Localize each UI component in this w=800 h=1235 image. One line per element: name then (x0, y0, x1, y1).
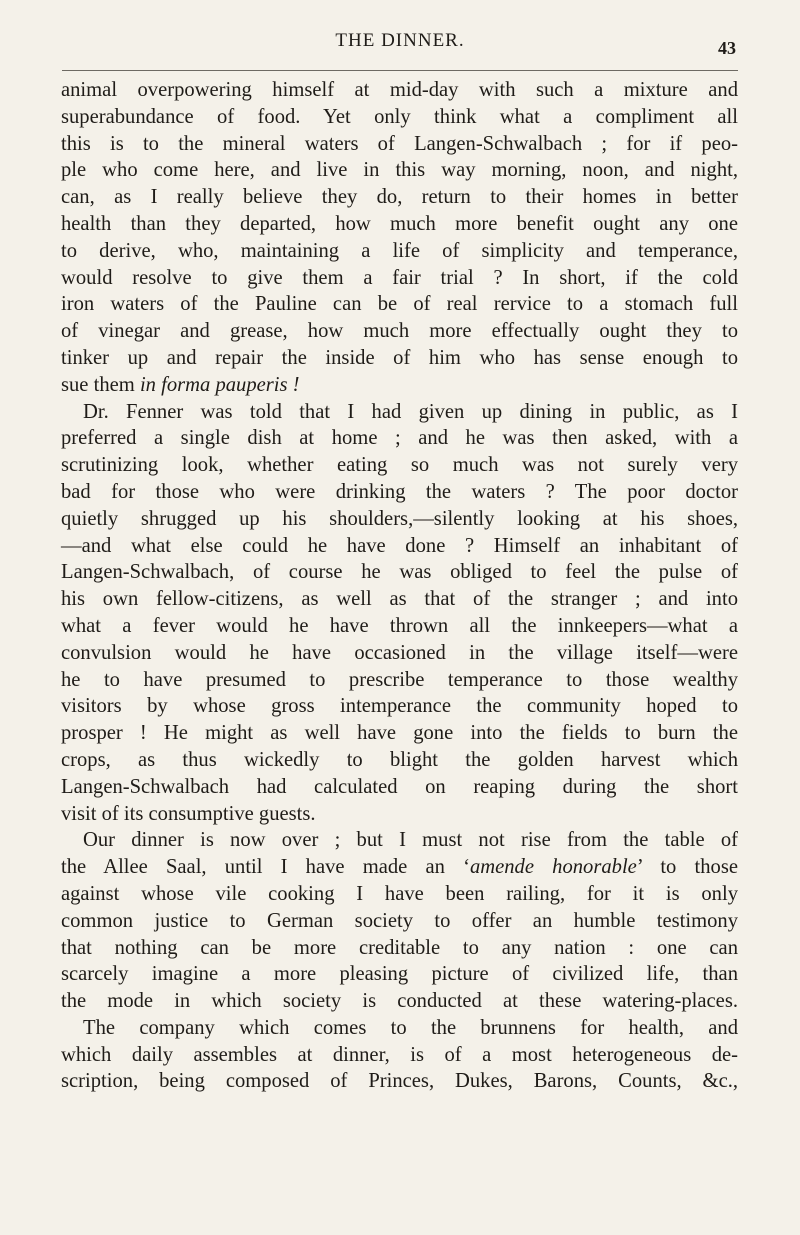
header-rule (62, 70, 738, 71)
text-line-segment: quietly shrugged up his shoulders,—silently looking at his shoes, (61, 507, 738, 530)
text-line-segment: convulsion would he have occasioned in the village itself—were (61, 641, 738, 664)
text-line (61, 131, 738, 158)
text-line-segment: Langen-Schwalbach, of course he was obliged to feel the pulse of (61, 561, 738, 584)
text-line-segment: Langen-Schwalbach had calculated on reaping during the short (61, 775, 738, 798)
text-line (61, 291, 738, 318)
text-line-segment: would resolve to give them a fair trial ? In short, if the cold (61, 266, 738, 289)
text-line (61, 747, 738, 774)
text-line-segment: bad for those who were drinking the waters ? The poor doctor (61, 480, 738, 503)
text-line (61, 908, 738, 935)
text-line (61, 640, 738, 667)
text-line-segment: the mode in which society is conducted at these watering-places. (61, 990, 738, 1013)
body-text (61, 77, 738, 1095)
text-line (61, 1015, 738, 1042)
text-line (61, 667, 738, 694)
text-line (61, 774, 738, 801)
text-line-segment: prosper ! He might as well have gone into the fields to burn the (61, 722, 738, 745)
text-line (61, 184, 738, 211)
text-line (61, 961, 738, 988)
text-line (61, 881, 738, 908)
text-line (61, 238, 738, 265)
text-line (61, 586, 738, 613)
text-line-segment: the Allee Saal, until I have made an ‘ (61, 856, 470, 879)
text-line-segment: preferred a single dish at home ; and he was then asked, with a (61, 427, 738, 450)
text-line (61, 1068, 738, 1095)
text-line (61, 854, 738, 881)
text-line (61, 345, 738, 372)
text-line-segment: —and what else could he have done ? Himself an inhabitant of (61, 534, 738, 557)
text-line-segment: Our dinner is now over ; but I must not rise from the table of (83, 829, 738, 852)
text-line-segment: to derive, who, maintaining a life of simplicity and temperance, (61, 239, 738, 262)
text-line (61, 988, 738, 1015)
text-line-segment: scarcely imagine a more pleasing picture of civilized life, than (61, 963, 738, 986)
text-line (61, 935, 738, 962)
text-line (61, 506, 738, 533)
text-line-segment: he to have presumed to prescribe temperance to those wealthy (61, 668, 738, 691)
text-line-segment: superabundance of food. Yet only think what a compliment all (61, 105, 738, 128)
text-line-segment: what a fever would he have thrown all the innkeepers—what a (61, 614, 738, 637)
text-line-segment: tinker up and repair the inside of him who has sense enough to (61, 346, 738, 369)
text-line (61, 77, 738, 104)
text-line-segment: Dr. Fenner was told that I had given up dining in public, as I (83, 400, 738, 423)
italic-phrase: amende honorable (469, 856, 637, 879)
text-line-segment: sue them (61, 373, 140, 396)
text-line-segment: visitors by whose gross intemperance the community hoped to (61, 695, 738, 718)
text-line (61, 559, 738, 586)
text-line-segment: of vinegar and grease, how much more effectually ought they to (61, 320, 738, 343)
text-line (61, 452, 738, 479)
text-line-segment: common justice to German society to offer an humble testimony (61, 909, 738, 932)
text-line (61, 372, 738, 399)
text-line-segment: scription, being composed of Princes, Dukes, Barons, Counts, &c., (61, 1070, 738, 1093)
text-line-segment: his own fellow-citizens, as well as that of the stranger ; and into (61, 588, 738, 611)
text-line-segment: animal overpowering himself at mid-day with such a mixture and (61, 79, 738, 101)
text-line-segment: against whose vile cooking I have been railing, for it is only (61, 882, 738, 905)
text-line (61, 693, 738, 720)
text-line (61, 801, 738, 828)
text-line (61, 211, 738, 238)
text-line-segment: can, as I really believe they do, return to their homes in better (61, 186, 738, 209)
italic-phrase: in forma pauperis ! (139, 373, 300, 396)
text-line-segment: ple who come here, and live in this way morning, noon, and night, (61, 159, 738, 182)
text-line-segment: crops, as thus wickedly to blight the golden harvest which (61, 748, 738, 771)
text-line (61, 104, 738, 131)
text-line (61, 720, 738, 747)
text-line (61, 479, 738, 506)
page-number: 43 (718, 38, 736, 58)
text-line (61, 425, 738, 452)
text-line-segment: visit of its consumptive guests. (61, 802, 316, 825)
text-line (61, 399, 738, 426)
text-line (61, 157, 738, 184)
text-line (61, 1042, 738, 1069)
text-line-segment: ’ to those (636, 856, 738, 879)
text-line-segment: health than they departed, how much more benefit ought any one (61, 212, 738, 235)
text-line-segment: this is to the mineral waters of Langen-Schwalbach ; for if peo- (61, 132, 738, 155)
text-line-segment: which daily assembles at dinner, is of a most heterogeneous de- (61, 1043, 738, 1066)
running-head-title: THE DINNER. (335, 30, 465, 51)
text-line (61, 533, 738, 560)
text-line (61, 613, 738, 640)
text-line (61, 827, 738, 854)
text-line-segment: iron waters of the Pauline can be of real rervice to a stomach full (61, 293, 738, 316)
text-line-segment: The company which comes to the brunnens for health, and (83, 1016, 738, 1039)
running-head (60, 30, 740, 56)
text-line-segment: scrutinizing look, whether eating so much was not surely very (61, 454, 738, 477)
text-line (61, 265, 738, 292)
text-line-segment: that nothing can be more creditable to any nation : one can (61, 936, 738, 959)
text-line (61, 318, 738, 345)
